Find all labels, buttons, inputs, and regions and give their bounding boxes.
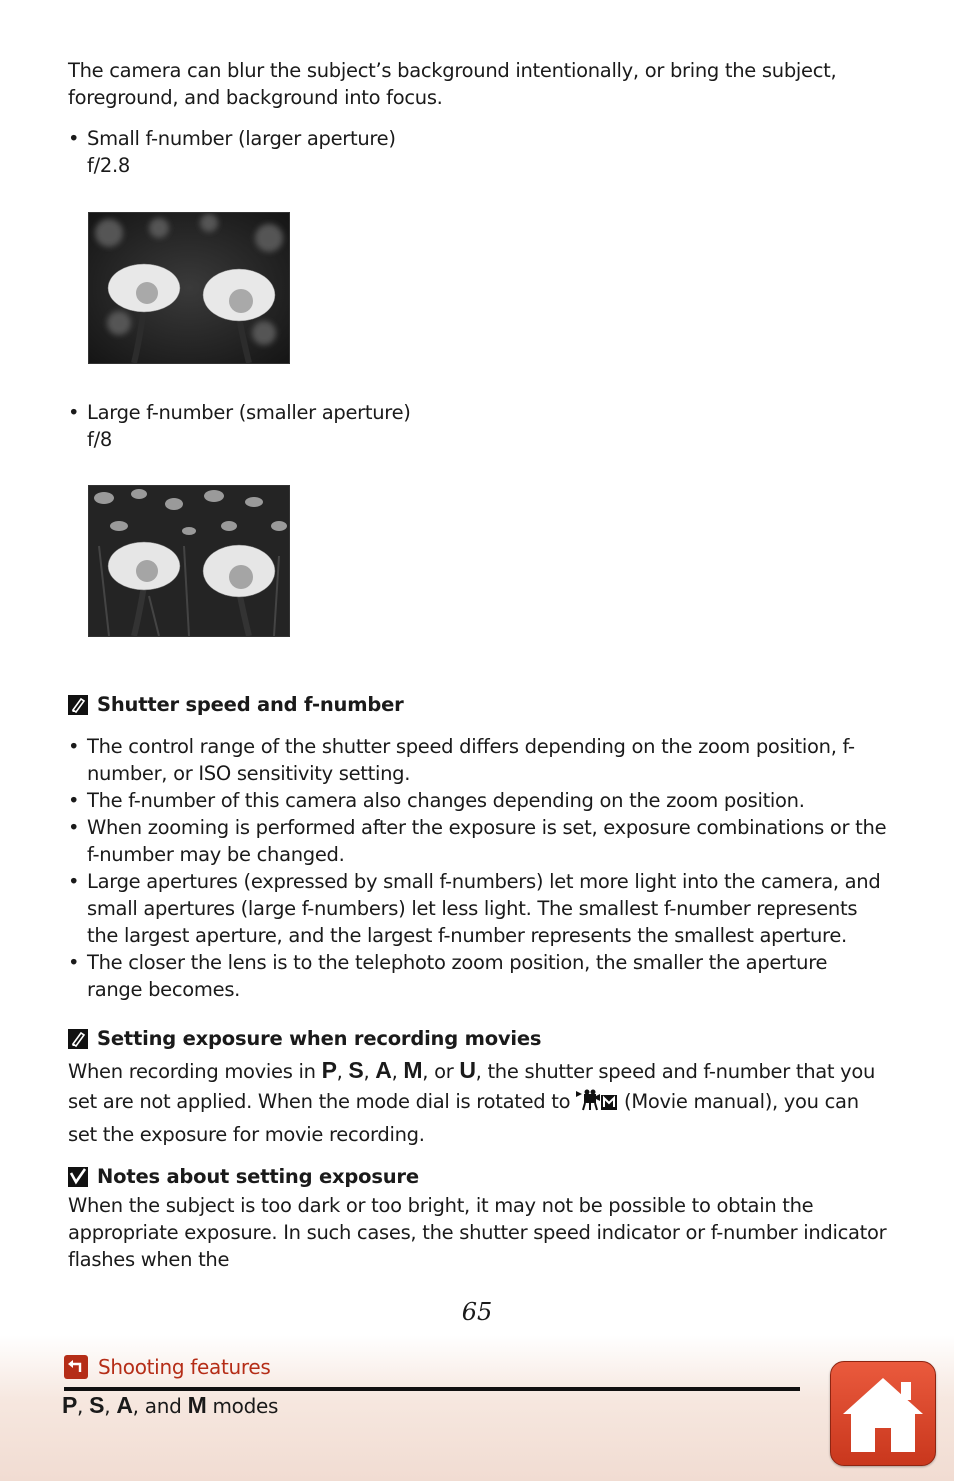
movies-text-start: When recording movies in — [68, 1060, 316, 1083]
example-value: f/2.8 — [87, 154, 130, 177]
list-item-text: The control range of the shutter speed differs depending on the zoom position, f-number, or ISO sensitivity setting. — [87, 735, 855, 785]
mode-a-icon: A — [375, 1057, 392, 1083]
pencil-note-icon — [68, 1029, 88, 1049]
shutter-notes-list — [68, 733, 888, 1003]
bullet: • — [68, 789, 80, 812]
list-item — [68, 399, 888, 453]
photo-shallow-focus — [88, 212, 290, 364]
section-title-shutter — [68, 692, 404, 718]
mode-s-icon: S — [348, 1057, 364, 1083]
breadcrumb-modes: modes — [212, 1394, 279, 1418]
movies-text-end: (Movie manual), you can set the exposure for movie recording. — [68, 1090, 859, 1146]
back-link-shooting-features[interactable] — [64, 1355, 271, 1379]
list-item — [68, 125, 888, 179]
list-item-text: The closer the lens is to the telephoto zoom position, the smaller the aperture range becomes. — [87, 951, 828, 1001]
chapter-breadcrumb: P, S, A, and M modes — [62, 1392, 279, 1418]
bullet: • — [68, 870, 80, 893]
bullet: • — [68, 127, 80, 150]
mode-p-icon: P — [321, 1057, 337, 1083]
pencil-note-icon — [68, 695, 88, 715]
section-heading: Setting exposure when recording movies — [97, 1027, 542, 1050]
intro-paragraph: The camera can blur the subject’s background intentionally, or bring the subject, foreground, and background into focus. — [68, 59, 837, 109]
breadcrumb-and: and — [144, 1394, 182, 1418]
example-small-fnumber — [68, 125, 888, 179]
bullet: • — [68, 401, 80, 424]
mode-p-icon: P — [62, 1392, 78, 1418]
footer-divider — [64, 1387, 800, 1391]
mode-m-icon: M — [403, 1057, 423, 1083]
mode-a-icon: A — [116, 1392, 133, 1418]
movie-manual-icon — [576, 1089, 618, 1120]
back-link-label[interactable]: Shooting features — [98, 1355, 271, 1379]
section-title-movies — [68, 1026, 541, 1052]
bullet: • — [68, 735, 80, 758]
notes-paragraph: When the subject is too dark or too bright, it may not be possible to obtain the appropriate exposure. In such cases, the shutter speed indicator or f-number indicator flashes when the — [68, 1194, 887, 1271]
list-item — [68, 787, 888, 814]
example-label: Small f-number (larger aperture) — [87, 127, 396, 150]
list-item — [68, 814, 888, 868]
home-button[interactable] — [830, 1361, 936, 1466]
example-value: f/8 — [87, 428, 112, 451]
list-item-text: Large apertures (expressed by small f-numbers) let more light into the camera, and small apertures (large f-numbers) let less light. The smallest f-number represents the largest aperture, and the largest f-number represents the smallest aperture. — [87, 870, 881, 947]
list-item-text: When zooming is performed after the exposure is set, exposure combinations or the f-number may be changed. — [87, 816, 887, 866]
list-item — [68, 733, 888, 787]
mode-u-icon: U — [459, 1057, 476, 1083]
bullet: • — [68, 816, 80, 839]
example-large-fnumber — [68, 399, 888, 453]
section-title-notes — [68, 1164, 419, 1190]
list-item — [68, 868, 888, 949]
section-heading: Notes about setting exposure — [97, 1165, 419, 1188]
mode-s-icon: S — [89, 1392, 105, 1418]
check-caution-icon — [68, 1167, 88, 1187]
photo-deep-focus — [88, 485, 290, 637]
movies-or: or — [434, 1060, 454, 1083]
movies-text-middle: , the shutter speed and f-number that you set are not applied. When the mode dial is rotated to — [68, 1060, 876, 1113]
mode-m-icon: M — [187, 1392, 207, 1418]
bullet: • — [68, 951, 80, 974]
list-item — [68, 949, 888, 1003]
example-label: Large f-number (smaller aperture) — [87, 401, 411, 424]
home-icon[interactable] — [839, 1372, 927, 1456]
page-number: 65 — [461, 1298, 493, 1326]
movies-paragraph: When recording movies in P, S, A, M, or U, the shutter speed and f-number that you set are not applied. When the mode dial is rotated to (Movie manual), you can set the exposure for movie recording. — [68, 1057, 876, 1146]
list-item-text: The f-number of this camera also changes depending on the zoom position. — [87, 789, 805, 812]
back-arrow-icon[interactable] — [64, 1355, 88, 1379]
section-heading: Shutter speed and f-number — [97, 693, 404, 716]
